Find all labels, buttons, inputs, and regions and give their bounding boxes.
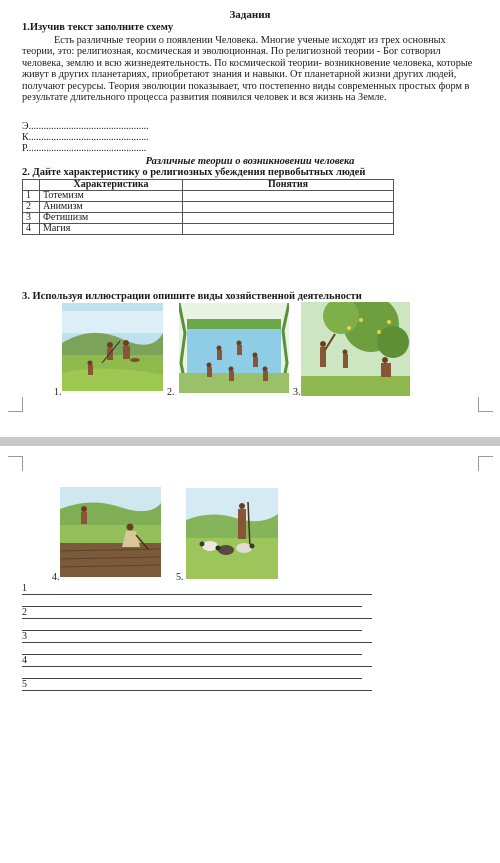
row-number: 3	[23, 213, 40, 224]
row-number: 2	[23, 202, 40, 213]
table-row	[23, 213, 394, 224]
fishing-scene-image	[179, 303, 289, 393]
table-row	[23, 191, 394, 202]
table-header-number	[23, 180, 40, 191]
answer-line-1-continued[interactable]	[22, 595, 362, 607]
row-answer-cell[interactable]	[183, 213, 394, 224]
table-header-characteristic: Характеристика	[40, 180, 183, 191]
illustration-label: 3.	[293, 387, 301, 398]
answer-line-3-continued[interactable]	[22, 643, 362, 655]
answer-number: 1	[22, 583, 27, 594]
answer-line-1[interactable]	[22, 583, 372, 595]
task3-heading: 3. Используя иллюстрации опишите виды хозяйственной деятельности	[22, 291, 362, 302]
answer-line-4[interactable]	[22, 655, 372, 667]
hunting-scene-image	[62, 303, 163, 391]
answer-number: 3	[22, 631, 27, 642]
answer-number: 4	[22, 655, 27, 666]
illustration-label: 4.	[52, 572, 60, 583]
answer-number: 2	[22, 607, 27, 618]
gathering-scene-image	[301, 302, 410, 396]
illustration-label: 2.	[167, 387, 175, 398]
row-number: 1	[23, 191, 40, 202]
row-name: Фетишизм	[40, 213, 183, 224]
row-answer-cell[interactable]	[183, 224, 394, 235]
farming-scene-image	[60, 487, 161, 577]
table-header-row	[23, 180, 394, 191]
illustration-label: 5.	[176, 572, 184, 583]
schema-title: Различные теории о возникновении человека	[145, 156, 355, 167]
table-header-concepts: Понятия	[183, 180, 394, 191]
page-corner-mark	[478, 456, 493, 471]
table-row	[23, 224, 394, 235]
page-corner-mark	[8, 397, 23, 412]
answer-line-2-continued[interactable]	[22, 619, 362, 631]
answer-line-4-continued[interactable]	[22, 667, 362, 679]
task1-heading: 1.Изучив текст заполните схему	[22, 22, 174, 33]
page-corner-mark	[8, 456, 23, 471]
answer-line-2[interactable]	[22, 607, 372, 619]
page-title: Задания	[229, 9, 271, 21]
row-name: Магия	[40, 224, 183, 235]
page-break	[0, 437, 500, 446]
answer-number: 5	[22, 679, 27, 690]
blank-evolution: Э................................................	[22, 121, 149, 132]
row-number: 4	[23, 224, 40, 235]
row-answer-cell[interactable]	[183, 202, 394, 213]
row-name: Тотемизм	[40, 191, 183, 202]
row-name: Анимизм	[40, 202, 183, 213]
answer-line-3[interactable]	[22, 631, 372, 643]
page-corner-mark	[478, 397, 493, 412]
beliefs-table	[22, 179, 394, 235]
illustration-label: 1.	[54, 387, 62, 398]
blank-religious: Р................................................	[22, 143, 147, 154]
task2-heading: 2. Дайте характеристику о религиозных убеждения первобытных людей	[22, 167, 366, 178]
answer-line-5[interactable]	[22, 679, 372, 691]
blank-cosmic: К................................................	[22, 132, 149, 143]
herding-scene-image	[186, 488, 278, 579]
task1-text: Есть различные теории о появлении Человека. Многие ученые исходят из трех основных теории, это: религиозная, космическая и эволюционная. По религиозной теории - Бог сотворил человека, землю и всю жизнедеятельность. По космической теории- возникновение человека, которые живут в других планетариях, приобретают знания и навыки. От планетарной жизни других людей, получают ресурсы. Теория эволюции показывает, что постепенно виды современных простых форм в результате длительного процесса развития появился человек и вся жизнь на Земле.	[22, 35, 473, 104]
row-answer-cell[interactable]	[183, 191, 394, 202]
table-row	[23, 202, 394, 213]
